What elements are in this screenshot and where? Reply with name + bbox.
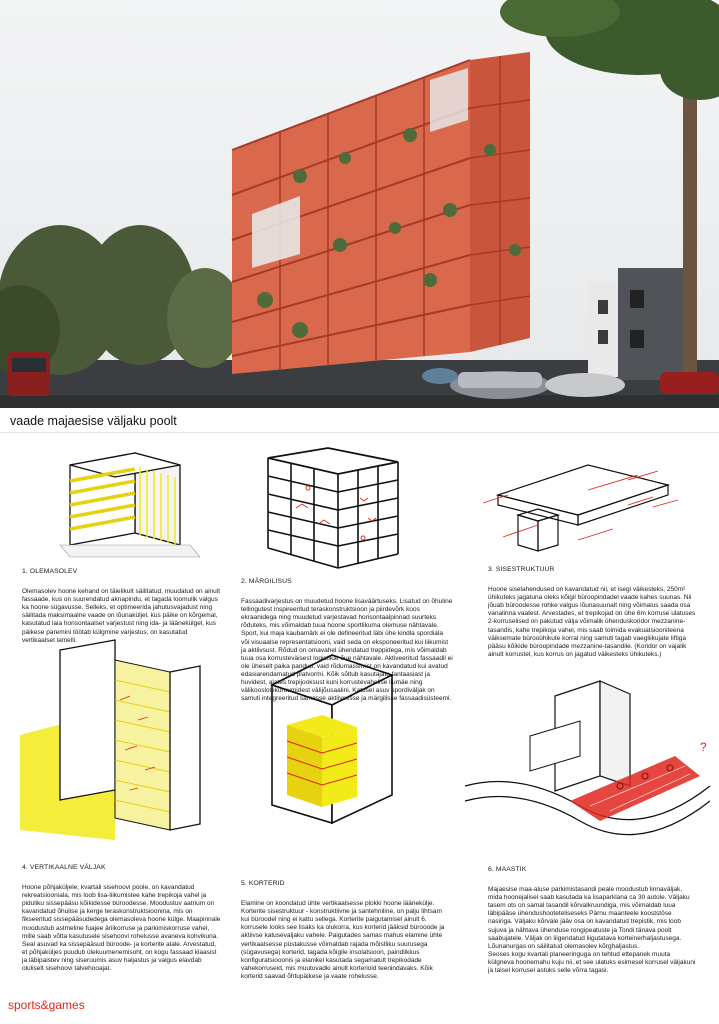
section-title: 2. MÄRGILISUS [241, 578, 292, 585]
section-body: Elamine on koondatud ühte vertikaalsesse plokki hoone läänekülje. Korterite sisestruktuur - konstruktiivne ja santehniline, on palju lihtsam kui büroodel ning ei kattu sellega. Korterite paigutamisel ainult 6. korrusele looks see lisaks ka olukorra, kus korterid jääksid bürooode ja aktiivse katusevaljaku vahele. Paigutades samas mahus elamine ühte vertikaalsesse püstakusse võimaldab rajada mõistliku suurusega (sügavusega) korterid, tagada kõigile insolatsioon, paindlikkus konfiguratsiooonis ja elanikel kasutada segamatult trepikodade vahekorruseid, mis muutuvadki ainult korterioid teenindavaks. Kõik korterid saavad õhtupäikese ja vaate rohelusse. [241, 900, 445, 980]
section-title: 4. VERTIKAALNE VÄLJAK [22, 864, 106, 871]
diagram-existing [40, 445, 210, 570]
brand-logo-text: sports&games [8, 998, 85, 1012]
section-title: 3. SISESTRUKTUUR [488, 566, 555, 573]
section-title: 5. KORTERID [241, 880, 285, 887]
diagram-landscape [460, 636, 715, 851]
hero-caption: vaade majaesise väljaku poolt [10, 414, 177, 428]
section-title: 6. MAASTIK [488, 866, 527, 873]
section-internal-structure [488, 566, 696, 659]
section-vertical-square [22, 864, 222, 973]
section-body: Olemasolev hoone kehand on täielikult säilitatud, muudatud on ainult fassaade, kus on suurendatud aknapindu, et tagada loomulik valgus ka hoone sügavusse. Selleks, et optimeerida jahutusvajadust ning säilitada maksimaalne vaade on lõunaküljel, kus päike on kõrgemal, kasutatud laia horisontaalset varjestust ning ida- ja läänekülgel, kus päikese paremini töötab külgmine varjestus, on kasutatud vertikaalset lamelli. [22, 588, 221, 644]
section-divider [0, 432, 719, 433]
question-mark-icon: ? [700, 740, 707, 754]
building-render-image [0, 0, 719, 408]
diagram-vertical-square [20, 640, 220, 850]
diagram-internal [478, 445, 693, 565]
diagram-facade [248, 448, 418, 578]
section-body: Majaesise maa-aluse parkimistasandi peale moodustub linnaväljak, mida hoonejalisel saab kasutada ka lisaparklana ca 30 autole. Väljaku tasem ots on samal tasandil kõrvalkruundiga, mis võimaldab luua läbipääse ühendushooteteliseseks Pärnu maanteele kooststöse nasiriga. Väljaku kõrvale jääv osa on kavandatud trepistik, mis loob sujuva ja nähtava ühenduse rongipeatuste ja Tondi tänava poolt saabujatele. Väljak on liigendatud liigutatava korteinerhaljastusega. Lõunanurgas on säilitatud olemasolev kõrghaljastus. Seoses kogu kvartali planeeringuga on tehtud ettepanek muuta külgneva hoonemahu kuju nii, et see ulatuks esimesel korrusel väljakuni ja taisel korrusel astuks selle võrra tagasi. [488, 886, 696, 975]
section-existing [22, 568, 222, 645]
section-body: Hoone siselahendused on kavandatud nii, et isegi väikesteks, 250m² ühikuteks jagatuna oleks kõigil büroopindadel vaade kahes suunas. Nii jõuab büroodesse rohke valgus lõunasuunalt ning võimalus saada osa vanalinna vaatest. Arvestades, et trepikojad on ühe 6m korruse ulatuses 2-korruselised on pakutud välja võimalik ühenduskoridor mezzanine-tasandis, kahe trepikoja vahel, mis saab toimida evakuatsiooniteena väiksemate bürooühikute korral ning samuti tagab vaegliikujate liftiga pääsu kõikide büroopindade mezzanine-tasandile. (Koridor on vajalik ainult korrustel, kus korrus on jagatud väikesteks ühikuteks.) [488, 586, 696, 658]
section-title: 1. OLEMASOLEV [22, 568, 78, 575]
section-apartments [241, 880, 446, 981]
section-body: Hoone põhjaküljele, kvartali sisehoovi poole, on kavandatud rekreatsiooniala, mis loob lisa-liikumistee kahe trepikoja vahel ja piduliku sissepääsu kõikidesse büroodesse. Moodustuv aatrium on kavandatud õhulise ja kerge teraskonstruktsioonina, mis on fikseeritud sissepääsudedega olemasoleva hoone külge. Maapinnale moodustub astmeline fuajee äriikorruse ja parkimiskorruse vahel, mille saab võtta kasutusele sisehoovi rohelusse avaneva kohvikuna. Seal asuvad ka sissepääsud büroode- ja korterite alale. Arvestatud, et põhjaküljes puudub ülekuumenemisoht, on kogu fassaad klaasist ja läbipaistev ning siseruumis asuv haljastus ja valgus elavdab oluliselt sisehoovi talvehooajal. [22, 884, 221, 973]
section-body: Fassaadivarjestus on muudetud hoone lisaväärtuseks. Lisatud on õhuline tellingutest inspireeritud teraskonstruktsioon ja piirdevõrk koos ekraanidega ning muudetud varjestavad horisontaalpinnad suurteks rõduteks, mis võimaldab tuua hoone sportlikuma olemuse nähtavale. Sport, kui maja kaubamärk ei ole defineeritud läbi ühe kindla spordiala või visuaalse representatsiooni, vaid seda on eksponeeritud kui liikumist ja aktiivsust. Rõdud on omavahel ühendatud treppidega, mis võimaldab tuua osa korrusteväisest logistikat õue nähtavale. Aktiveeritud fassaadil ei ole üheselt paika pandud, vaid rõdumassiivist on kavandatud kui avatud edasiarendamatud platvormi. Kõik sõltub kasutajate fantaasiast ja huvidest, alates trepijooksust kuni korrustevahelise liumäe ning välikooslolekuruumidest välijõusaalini. Katusel asuv spordiväljak on samuti integreeritud samasse aktiivsesse ja märgilisse fassaadisüsteemi. [241, 598, 453, 703]
section-landscape [488, 866, 696, 975]
section-landmark [241, 578, 453, 703]
hero-render [0, 0, 719, 408]
